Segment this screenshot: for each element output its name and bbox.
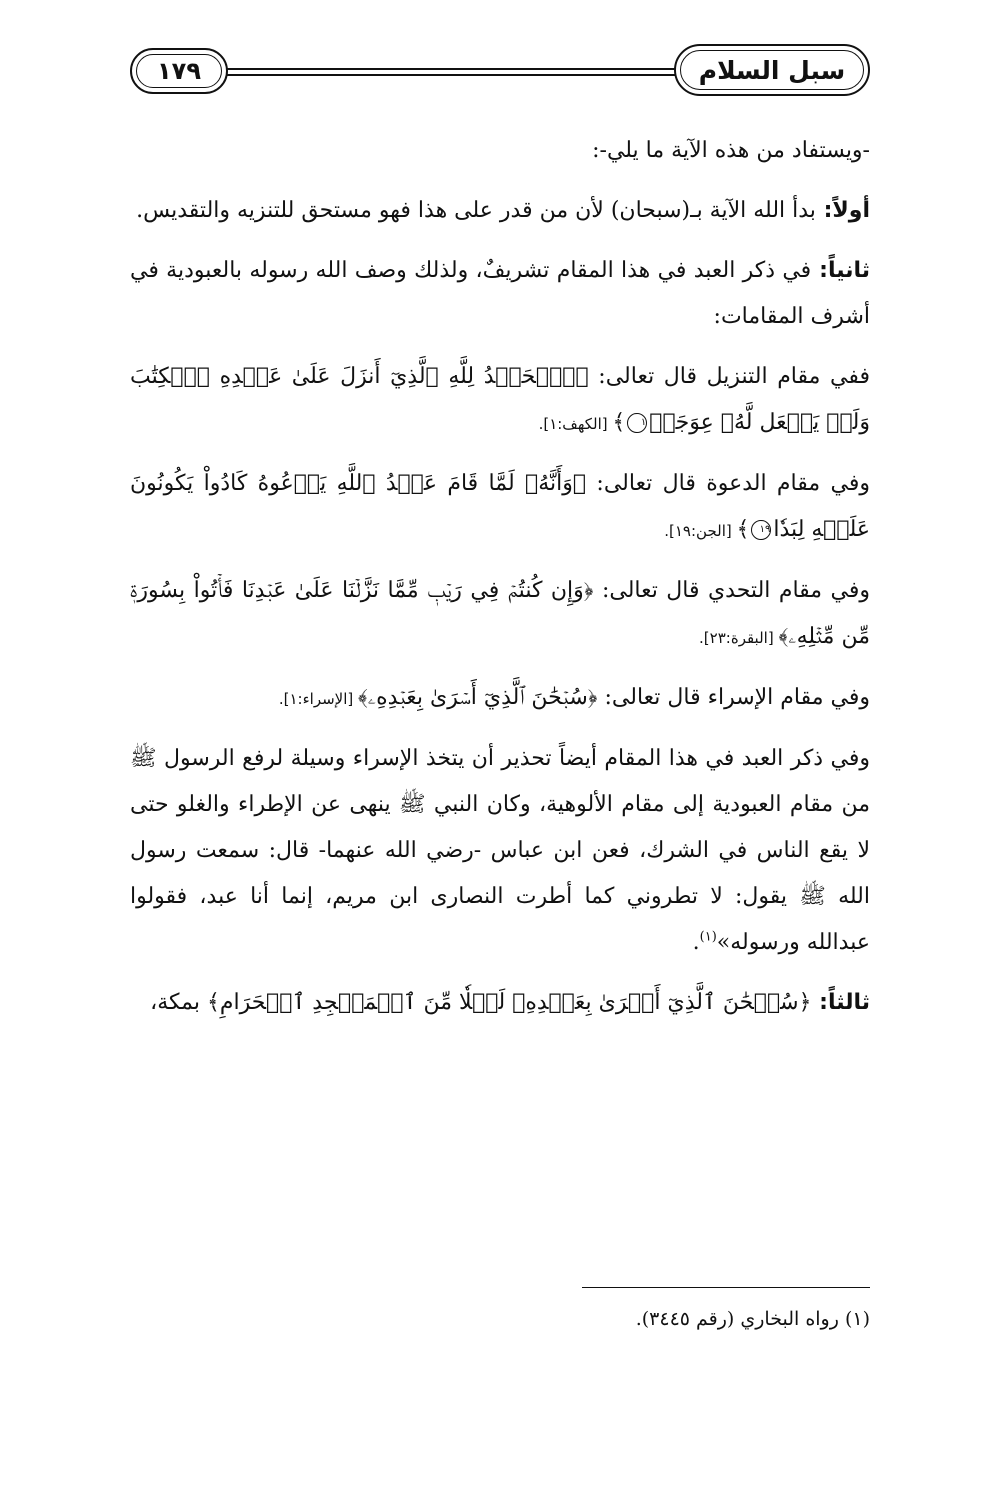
paragraph-text: وفي ذكر العبد في هذا المقام أيضاً تحذير أن يتخذ الإسراء وسيلة لرفع الرسول ﷺ من مقام العبودية إلى مقام الألوهية، وكان النبي ﷺ ينهى عن الإطراء والغلو حتى لا يقع الناس في الشرك، فعن ابن عباس -رضي الله عنهما- قال: سمعت رسول الله ﷺ يقول: لا تطروني كما أطرت النصارى ابن مريم، إنما أنا عبد، فقولوا عبدالله ورسوله» bbox=[130, 746, 870, 955]
header-rule-top bbox=[222, 68, 700, 70]
paragraph-tahaddi bbox=[130, 568, 870, 661]
paragraph-text: في ذكر العبد في هذا المقام تشريفٌ، ولذلك وصف الله رسوله بالعبودية في أشرف المقامات: bbox=[130, 258, 870, 329]
paragraph-first-point bbox=[130, 188, 870, 234]
paragraph-intro bbox=[130, 128, 870, 174]
footnote-text: (١) رواه البخاري (رقم ٣٤٤٥). bbox=[635, 1308, 870, 1330]
quran-verse: ﴿وَأَنَّهُۥ لَمَّا قَامَ عَبۡدُ ٱللَّهِ يَدۡعُوهُ كَادُواْ يَكُونُونَ عَلَيۡهِ لِبَدٗا bbox=[130, 471, 870, 542]
footnote-divider bbox=[582, 1287, 870, 1288]
main-text bbox=[130, 128, 870, 1040]
header-rule-bottom bbox=[222, 74, 700, 76]
book-title-frame bbox=[674, 44, 870, 96]
paragraph-warning bbox=[130, 736, 870, 966]
verse-reference: [الإسراء:١]. bbox=[278, 690, 359, 708]
verse-reference: [الجن:١٩]. bbox=[664, 522, 737, 540]
point-label: ثالثاً: bbox=[811, 990, 870, 1015]
quran-close-bracket: ﴾ bbox=[612, 410, 626, 435]
footnote-marker[interactable]: (١) bbox=[699, 929, 717, 945]
page-number: ١٧٩ bbox=[157, 57, 201, 85]
quran-close-bracket: ﴾ bbox=[358, 685, 368, 710]
paragraph-text: وفي مقام الإسراء قال تعالى: bbox=[597, 685, 870, 710]
running-header bbox=[130, 40, 870, 104]
paragraph-third-point bbox=[130, 980, 870, 1026]
quran-close-bracket: ﴾ bbox=[207, 990, 220, 1015]
footnote bbox=[130, 1302, 870, 1336]
paragraph-text: ففي مقام التنزيل قال تعالى: bbox=[588, 364, 871, 389]
quran-verse: ﴿ٱلۡحَمۡدُ لِلَّهِ ٱلَّذِيٓ أَنزَلَ عَلَىٰ عَبۡدِهِ ٱلۡكِتَٰبَ وَلَمۡ يَجۡعَل لَّهُۥ عِوَجَاۜ bbox=[130, 364, 870, 435]
paragraph-second-point bbox=[130, 248, 870, 340]
verse-reference: [البقرة:٢٣]. bbox=[699, 629, 779, 647]
paragraph-text: وفي مقام التحدي قال تعالى: bbox=[593, 578, 870, 603]
page-number-frame bbox=[130, 48, 228, 94]
paragraph-text: بدأ الله الآية بـ(سبحان) لأن من قدر على هذا فهو مستحق للتنزيه والتقديس. bbox=[136, 198, 816, 223]
quran-verse: ﴿سُبۡحَٰنَ ٱلَّذِيٓ أَسۡرَىٰ بِعَبۡدِهِۦ bbox=[367, 685, 598, 710]
paragraph-dawah bbox=[130, 461, 870, 554]
paragraph-text: وفي مقام الدعوة قال تعالى: bbox=[586, 471, 870, 496]
quran-close-bracket: ﴾ bbox=[736, 517, 750, 542]
quran-verse: ﴿سُبۡحَٰنَ ٱلَّذِيٓ أَسۡرَىٰ بِعَبۡدِهِۦ لَيۡلٗا مِّنَ ٱلۡمَسۡجِدِ ٱلۡحَرَامِ bbox=[219, 990, 812, 1015]
paragraph-text: -ويستفاد من هذه الآية ما يلي-: bbox=[592, 138, 870, 163]
point-label: ثانياً: bbox=[811, 258, 870, 283]
paragraph-tail: . bbox=[692, 930, 700, 955]
verse-reference: [الكهف:١]. bbox=[538, 415, 613, 433]
point-label: أولاً: bbox=[815, 198, 870, 223]
paragraph-isra bbox=[130, 675, 870, 722]
ayah-number-mark: ١ bbox=[627, 413, 647, 433]
paragraph-tanzil bbox=[130, 354, 870, 447]
quran-close-bracket: ﴾ bbox=[778, 624, 789, 649]
paragraph-text: بمكة، bbox=[150, 990, 208, 1015]
quran-verse: ﴿وَإِن كُنتُمۡ فِي رَيۡبٖ مِّمَّا نَزَّلۡنَا عَلَىٰ عَبۡدِنَا فَأۡتُواْ بِسُورَةٖ مِّن مِّثۡلِهِۦ bbox=[130, 578, 870, 649]
ayah-number-mark: ١٩ bbox=[751, 520, 771, 540]
book-title: سبل السلام bbox=[698, 55, 846, 85]
